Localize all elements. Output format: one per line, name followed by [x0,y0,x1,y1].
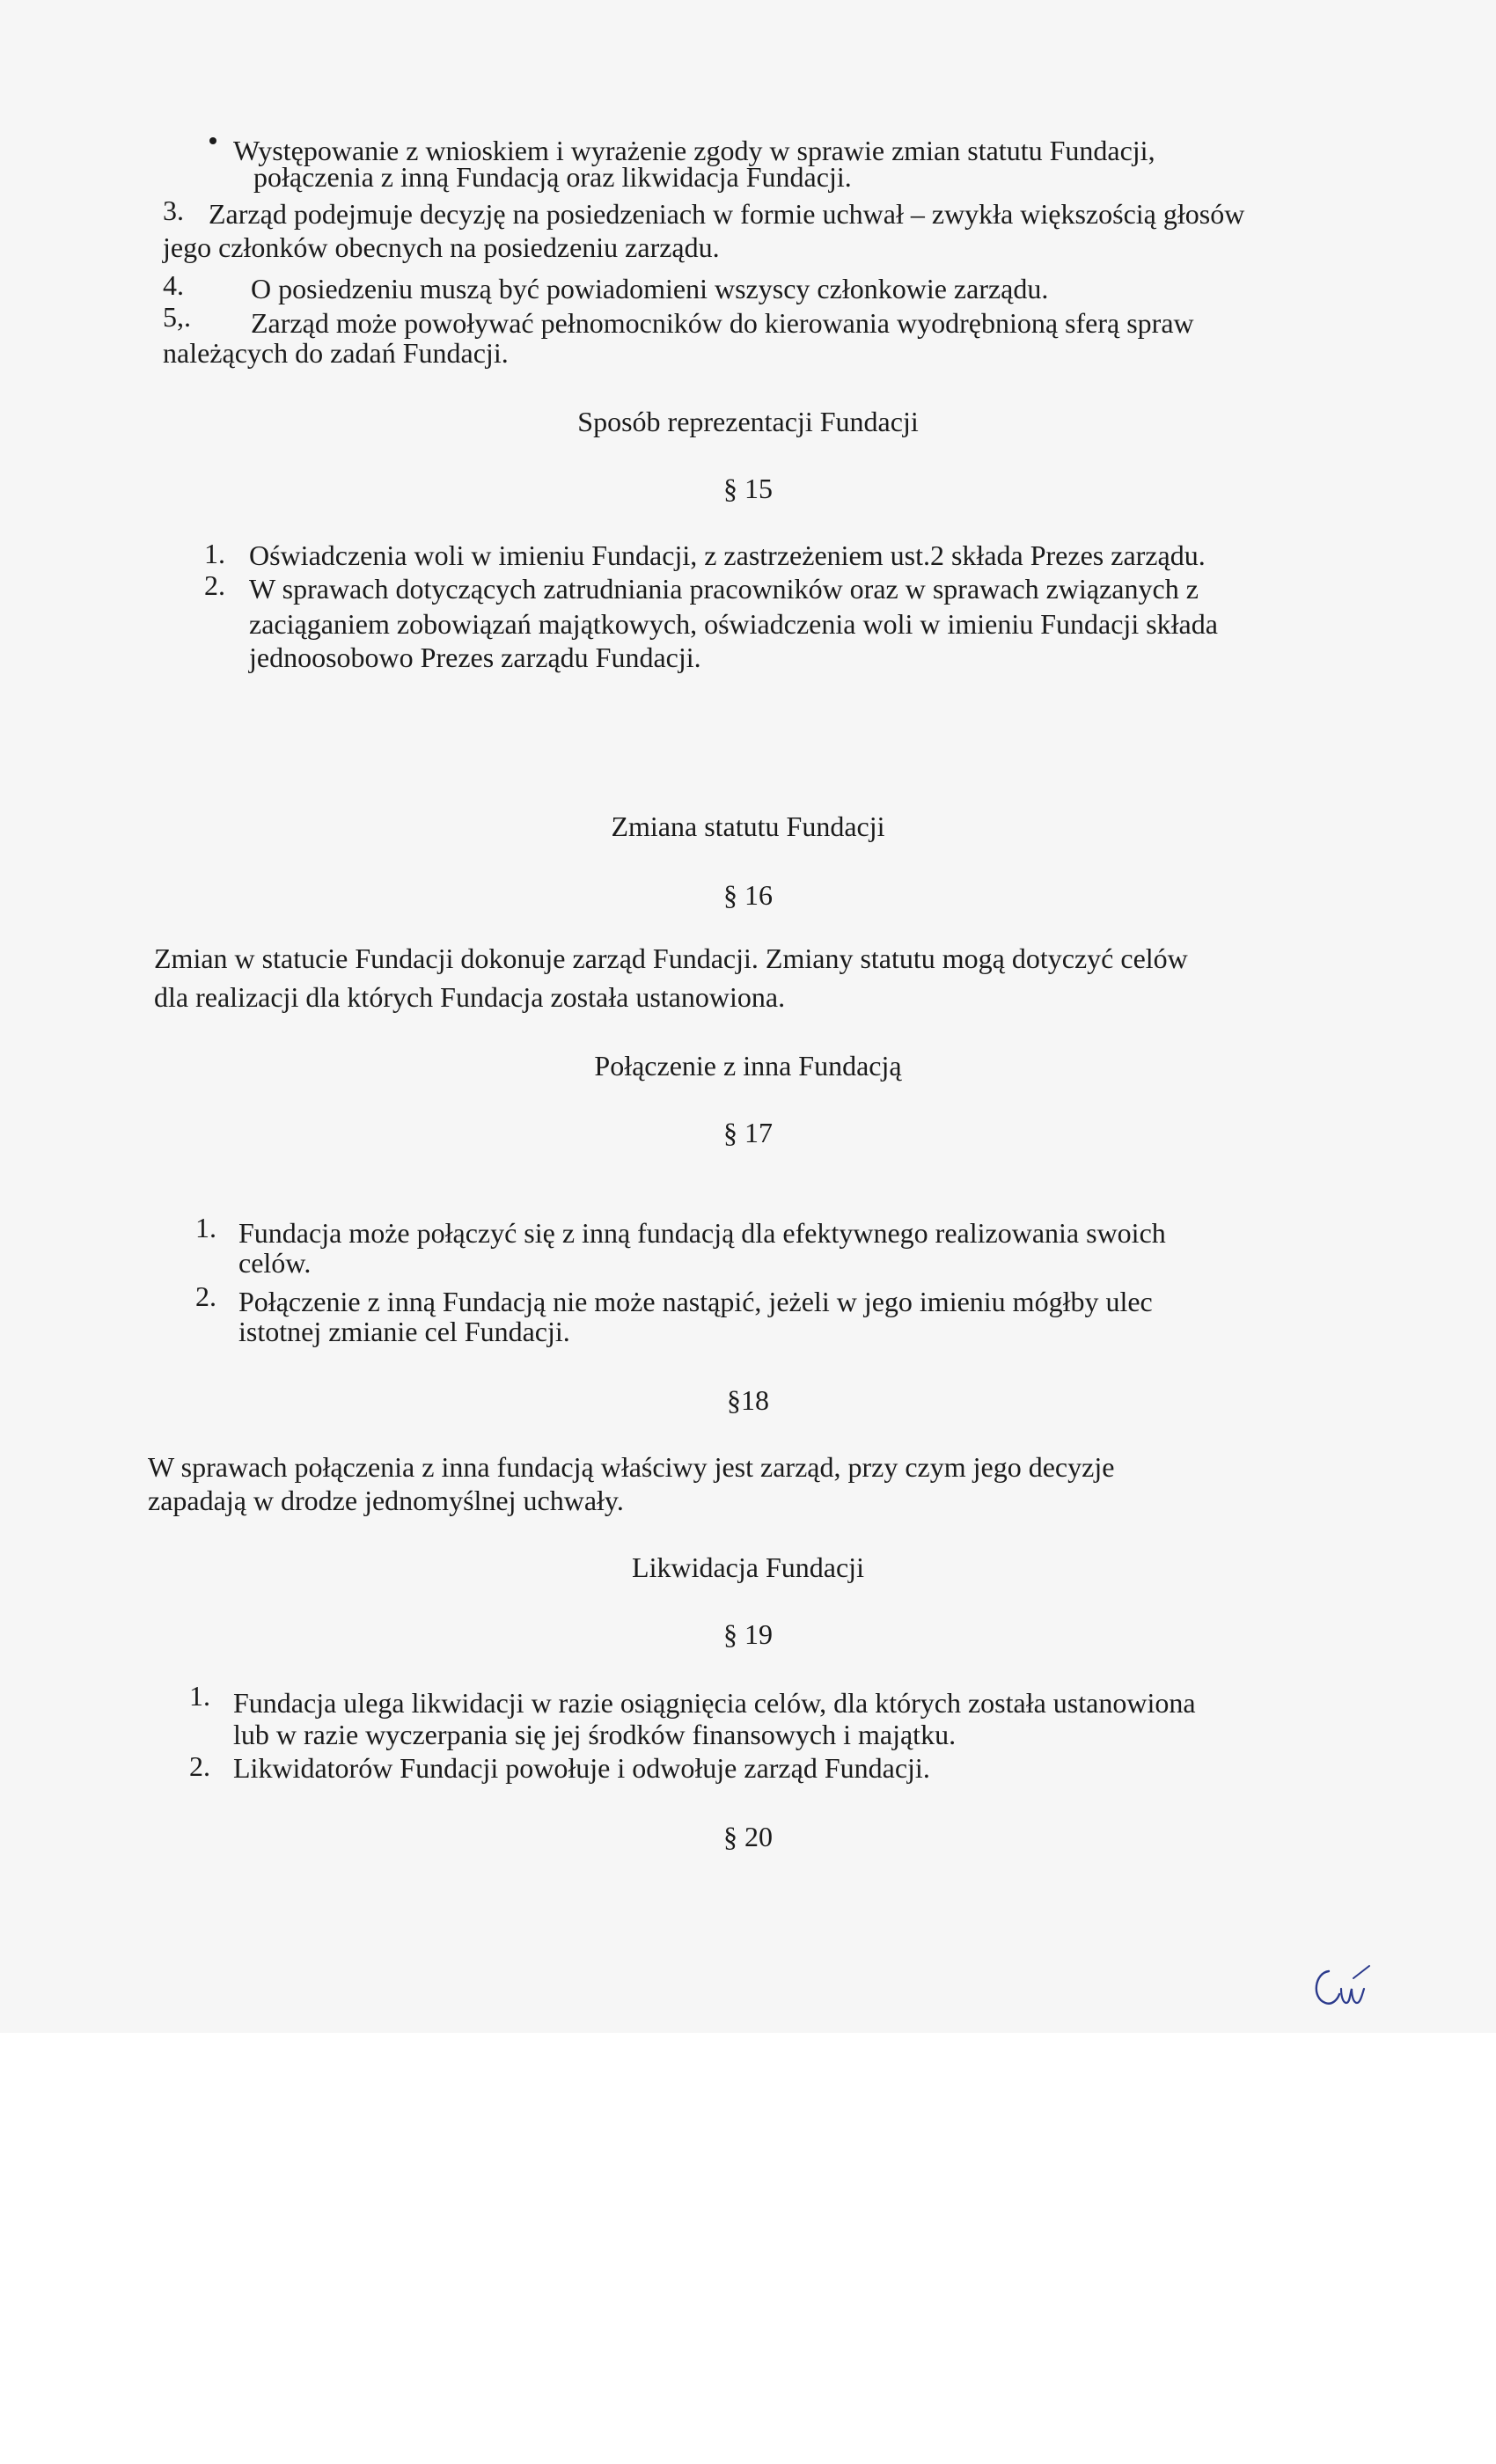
s17-item-2-number: 2. [195,1280,216,1312]
heading-likwidacja: Likwidacja Fundacji [632,1551,864,1583]
p5-number: 5,. [163,301,191,333]
s17-item-1-line-1: Fundacja może połączyć się z inną fundacją dla efektywnego realizowania swoich [238,1217,1166,1249]
s19-item-1-line-1: Fundacja ulega likwidacji w razie osiągnięcia celów, dla których została ustanowiona [233,1687,1196,1719]
p3-line-1: Zarząd podejmuje decyzję na posiedzeniach w formie uchwał – zwykła większością głosów [209,198,1245,230]
signature-initials-icon [1302,1955,1382,2017]
heading-zmiana-statutu: Zmiana statutu Fundacji [611,810,885,842]
section-19: § 19 [723,1618,773,1650]
s17-item-2-line-1: Połączenie z inną Fundacją nie może nastąpić, jeżeli w jego imieniu mógłby ulec [238,1286,1153,1317]
s15-item-2-line-3: jednoosobowo Prezes zarządu Fundacji. [249,642,701,673]
section-15: § 15 [723,473,773,504]
s19-item-1-line-2: lub w razie wyczerpania się jej środków finansowych i majątku. [233,1719,957,1750]
section-17: § 17 [723,1117,773,1148]
s17-item-1-line-2: celów. [238,1247,312,1279]
p4-text: O posiedzeniu muszą być powiadomieni wszyscy członkowie zarządu. [251,273,1049,304]
section-20: § 20 [723,1821,773,1852]
heading-polaczenie: Połączenie z inna Fundacją [594,1050,902,1082]
heading-reprezentacja: Sposób reprezentacji Fundacji [577,406,919,437]
section-18: §18 [727,1384,769,1416]
bullet-line-2: połączenia z inną Fundacją oraz likwidacja Fundacji. [253,161,852,193]
s19-item-2-number: 2. [189,1750,210,1782]
s15-item-1-number: 1. [204,538,225,569]
p5-line-2: należących do zadań Fundacji. [163,337,509,369]
s19-item-2-line-1: Likwidatorów Fundacji powołuje i odwołuje zarząd Fundacji. [233,1752,930,1784]
blank-margin [0,2033,1496,2464]
s17-item-2-line-2: istotnej zmianie cel Fundacji. [238,1316,570,1347]
s19-item-1-number: 1. [189,1680,210,1712]
s16-line-2: dla realizacji dla których Fundacja została ustanowiona. [154,981,786,1013]
s17-item-1-number: 1. [195,1212,216,1243]
p3-number: 3. [163,194,184,226]
p4-number: 4. [163,269,184,301]
section-16: § 16 [723,879,773,911]
s15-item-2-line-1: W sprawach dotyczących zatrudniania pracowników oraz w sprawach związanych z [249,573,1199,605]
s18-line-2: zapadają w drodze jednomyślnej uchwały. [148,1485,624,1516]
p5-line-1: Zarząd może powoływać pełnomocników do kierowania wyodrębnioną sferą spraw [251,307,1194,339]
bullet-line-1: Występowanie z wnioskiem i wyrażenie zgody w sprawie zmian statutu Fundacji, [233,135,1155,166]
s15-item-2-line-2: zaciąganiem zobowiązań majątkowych, oświadczenia woli w imieniu Fundacji składa [249,608,1218,640]
s18-line-1: W sprawach połączenia z inna fundacją właściwy jest zarząd, przy czym jego decyzje [148,1451,1115,1483]
s16-line-1: Zmian w statucie Fundacji dokonuje zarząd Fundacji. Zmiany statutu mogą dotyczyć celów [154,942,1188,974]
s15-item-1-line-1: Oświadczenia woli w imieniu Fundacji, z zastrzeżeniem ust.2 składa Prezes zarządu. [249,539,1206,571]
s15-item-2-number: 2. [204,569,225,601]
bullet-icon [209,137,216,144]
p3-line-2: jego członków obecnych na posiedzeniu zarządu. [163,231,720,263]
